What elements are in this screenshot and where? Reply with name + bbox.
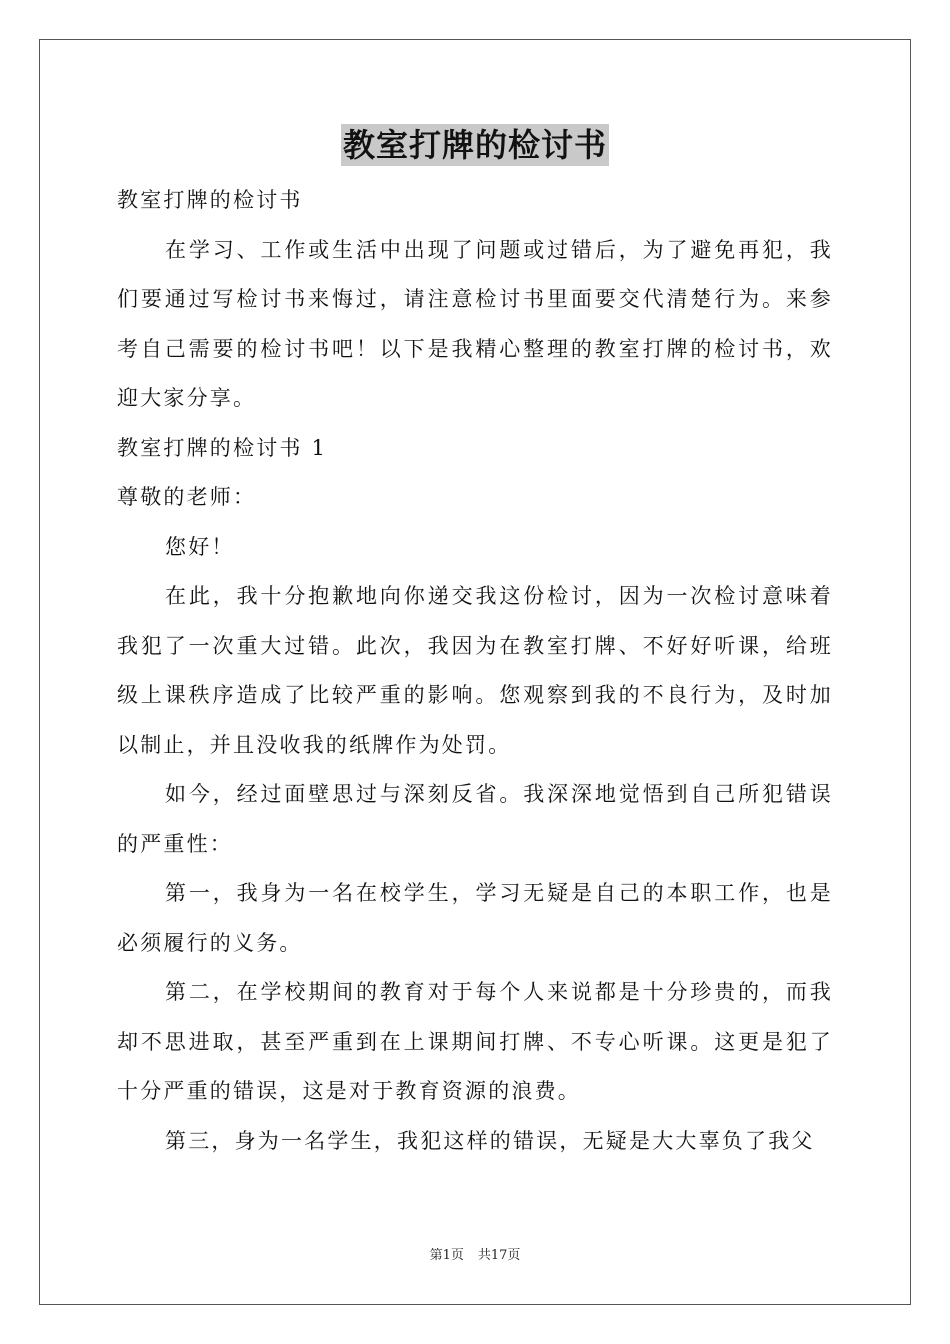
paragraph: 第二，在学校期间的教育对于每个人来说都是十分珍贵的，而我却不思进取，甚至严重到在上课期间打牌、不专心听课。这更是犯了十分严重的错误，这是对于教育资源的浪费。	[117, 980, 833, 1103]
paragraph: 第一，我身为一名在校学生，学习无疑是自己的本职工作，也是必须履行的义务。	[117, 881, 833, 955]
page-footer	[0, 1247, 950, 1265]
paragraph: 尊敬的老师：	[117, 485, 257, 509]
page-total: 共17页	[477, 1248, 521, 1263]
paragraph: 在此，我十分抱歉地向你递交我这份检讨，因为一次检讨意味着我犯了一次重大过错。此次，我因为在教室打牌、不好好听课，给班级上课秩序造成了比较严重的影响。您观察到我的不良行为，及时加以制止，并且没收我的纸牌作为处罚。	[117, 584, 833, 757]
paragraph: 如今，经过面壁思过与深刻反省。我深深地觉悟到自己所犯错误的严重性：	[117, 782, 833, 856]
document-title: 教室打牌的检讨书	[342, 126, 607, 164]
paragraph: 您好！	[165, 534, 235, 559]
paragraph: 第三，身为一名学生，我犯这样的错误，无疑是大大辜负了我父	[165, 1128, 815, 1153]
paragraph: 教室打牌的检讨书 1	[117, 435, 328, 460]
title-area	[0, 124, 950, 166]
page-number: 第1页	[429, 1248, 464, 1263]
paragraph: 在学习、工作或生活中出现了问题或过错后，为了避免再犯，我们要通过写检讨书来悔过，请注意检讨书里面要交代清楚行为。来参考自己需要的检讨书吧！以下是我精心整理的教室打牌的检讨书，欢迎大家分享。	[117, 237, 833, 410]
document-body	[117, 176, 833, 1166]
paragraph: 教室打牌的检讨书	[117, 188, 303, 212]
